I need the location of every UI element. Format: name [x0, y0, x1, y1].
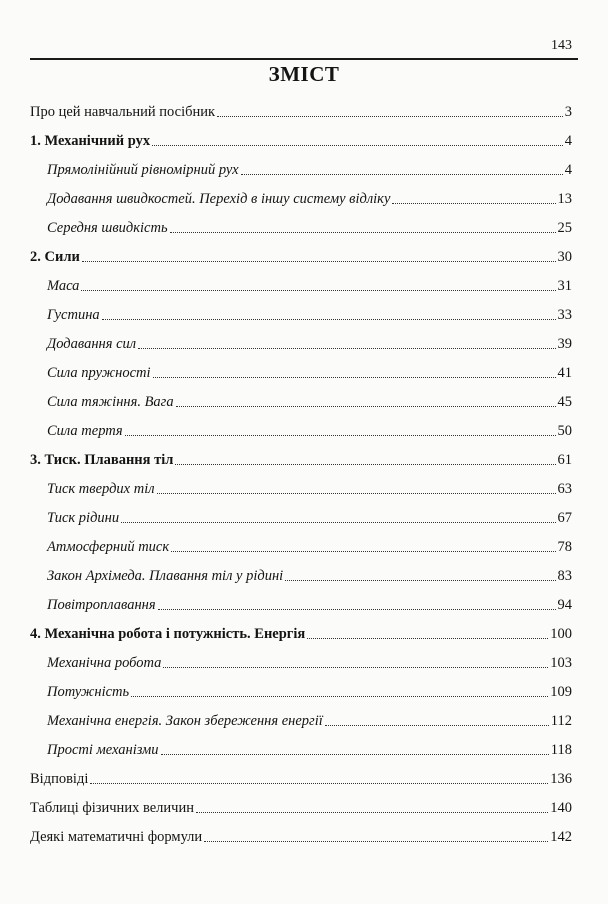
- toc-subsection-label: Повітроплавання: [47, 597, 156, 613]
- dot-leader: [102, 319, 556, 320]
- toc-subsection-label: Маса: [47, 278, 80, 294]
- toc-subsection[interactable]: [30, 730, 572, 759]
- page-number: 143: [551, 38, 572, 53]
- toc-subsection[interactable]: [30, 701, 572, 730]
- dot-leader: [217, 116, 563, 117]
- toc-subsection-label: Прості механізми: [47, 742, 159, 758]
- toc-subsection-label: Атмосферний тиск: [47, 539, 170, 555]
- dot-leader: [161, 754, 549, 755]
- toc-entry-page: 41: [557, 365, 572, 381]
- toc-subsection[interactable]: [30, 324, 572, 353]
- table-of-contents: [30, 92, 572, 846]
- toc-chapter-label: 1. Механічний рух: [30, 133, 151, 149]
- toc-chapter-label: 3. Тиск. Плавання тіл: [30, 452, 174, 468]
- toc-chapter[interactable]: [30, 121, 572, 150]
- toc-subsection-label: Сила тяжіння. Вага: [47, 394, 174, 410]
- dot-leader: [125, 435, 556, 436]
- toc-entry-page: 50: [557, 423, 572, 439]
- toc-entry-page: 78: [557, 539, 572, 555]
- toc-subsection-label: Густина: [47, 307, 100, 323]
- toc-entry-page: 112: [550, 713, 572, 729]
- toc-subsection[interactable]: [30, 527, 572, 556]
- toc-subsection[interactable]: [30, 208, 572, 237]
- dot-leader: [175, 464, 555, 465]
- toc-chapter-label: 4. Механічна робота і потужність. Енергія: [30, 626, 306, 642]
- toc-subsection[interactable]: [30, 411, 572, 440]
- dot-leader: [241, 174, 563, 175]
- toc-subsection[interactable]: [30, 179, 572, 208]
- dot-leader: [196, 812, 548, 813]
- toc-chapter-label: 2. Сили: [30, 249, 80, 265]
- toc-chapter[interactable]: [30, 237, 572, 266]
- toc-entry-page: 100: [550, 626, 572, 642]
- toc-entry-page: 31: [557, 278, 572, 294]
- toc-entry-page: 33: [557, 307, 572, 323]
- toc-entry-page: 25: [557, 220, 572, 236]
- page-title: ЗМІСТ: [268, 62, 340, 86]
- toc-chapter[interactable]: [30, 614, 572, 643]
- toc-subsection[interactable]: [30, 585, 572, 614]
- toc-entry-page: 67: [557, 510, 572, 526]
- dot-leader: [153, 377, 556, 378]
- toc-subsection[interactable]: [30, 643, 572, 672]
- toc-entry-page: 83: [557, 568, 572, 584]
- toc-subsection-label: Потужність: [47, 684, 130, 700]
- toc-entry-label: Таблиці фізичних величин: [30, 800, 194, 816]
- toc-subsection[interactable]: [30, 266, 572, 295]
- toc-subsection-label: Додавання сил: [47, 336, 137, 352]
- toc-entry-page: 30: [557, 249, 572, 265]
- toc-entry[interactable]: [30, 788, 572, 817]
- toc-entry-page: 103: [550, 655, 572, 671]
- dot-leader: [157, 493, 556, 494]
- toc-entry-page: 118: [550, 742, 572, 758]
- toc-subsection[interactable]: [30, 382, 572, 411]
- dot-leader: [121, 522, 555, 523]
- toc-subsection-label: Прямолінійний рівномірний рух: [47, 162, 239, 178]
- toc-entry-page: 142: [550, 829, 572, 845]
- dot-leader: [131, 696, 548, 697]
- dot-leader: [90, 783, 548, 784]
- toc-subsection-label: Тиск рідини: [47, 510, 120, 526]
- toc-subsection-label: Сила пружності: [47, 365, 151, 381]
- toc-subsection-label: Механічна енергія. Закон збереження енергії: [47, 713, 323, 729]
- toc-subsection[interactable]: [30, 353, 572, 382]
- toc-subsection-label: Тиск твердих тіл: [47, 481, 155, 497]
- dot-leader: [285, 580, 555, 581]
- dot-leader: [392, 203, 555, 204]
- toc-entry[interactable]: [30, 92, 572, 121]
- toc-chapter[interactable]: [30, 440, 572, 469]
- dot-leader: [170, 232, 556, 233]
- toc-entry-page: 3: [564, 104, 572, 120]
- dot-leader: [307, 638, 548, 639]
- toc-subsection[interactable]: [30, 469, 572, 498]
- toc-entry-page: 94: [557, 597, 572, 613]
- toc-entry-page: 61: [557, 452, 572, 468]
- toc-subsection[interactable]: [30, 672, 572, 701]
- toc-subsection-label: Механічна робота: [47, 655, 162, 671]
- toc-subsection[interactable]: [30, 295, 572, 324]
- toc-entry-page: 45: [557, 394, 572, 410]
- toc-entry-page: 39: [557, 336, 572, 352]
- dot-leader: [138, 348, 555, 349]
- dot-leader: [325, 725, 549, 726]
- toc-entry-page: 4: [564, 133, 572, 149]
- dot-leader: [152, 145, 563, 146]
- toc-entry-page: 109: [550, 684, 572, 700]
- toc-subsection-label: Закон Архімеда. Плавання тіл у рідині: [47, 568, 284, 584]
- toc-entry-page: 140: [550, 800, 572, 816]
- toc-entry-page: 13: [557, 191, 572, 207]
- dot-leader: [204, 841, 548, 842]
- toc-entry-label: Деякі математичні формули: [30, 829, 203, 845]
- dot-leader: [171, 551, 555, 552]
- toc-subsection-label: Середня швидкість: [47, 220, 168, 236]
- dot-leader: [82, 261, 556, 262]
- toc-entry-label: Відповіді: [30, 771, 89, 787]
- toc-subsection[interactable]: [30, 556, 572, 585]
- toc-subsection-label: Сила тертя: [47, 423, 123, 439]
- dot-leader: [81, 290, 555, 291]
- toc-subsection-label: Додавання швидкостей. Перехід в іншу систему відліку: [47, 191, 391, 207]
- dot-leader: [163, 667, 548, 668]
- toc-entry-page: 4: [564, 162, 572, 178]
- dot-leader: [176, 406, 556, 407]
- toc-entry-label: Про цей навчальний посібник: [30, 104, 216, 120]
- header-rule: [30, 58, 578, 60]
- toc-entry-page: 63: [557, 481, 572, 497]
- toc-entry-page: 136: [550, 771, 572, 787]
- toc-entry[interactable]: [30, 817, 572, 846]
- toc-subsection[interactable]: [30, 150, 572, 179]
- toc-subsection[interactable]: [30, 498, 572, 527]
- dot-leader: [158, 609, 556, 610]
- toc-entry[interactable]: [30, 759, 572, 788]
